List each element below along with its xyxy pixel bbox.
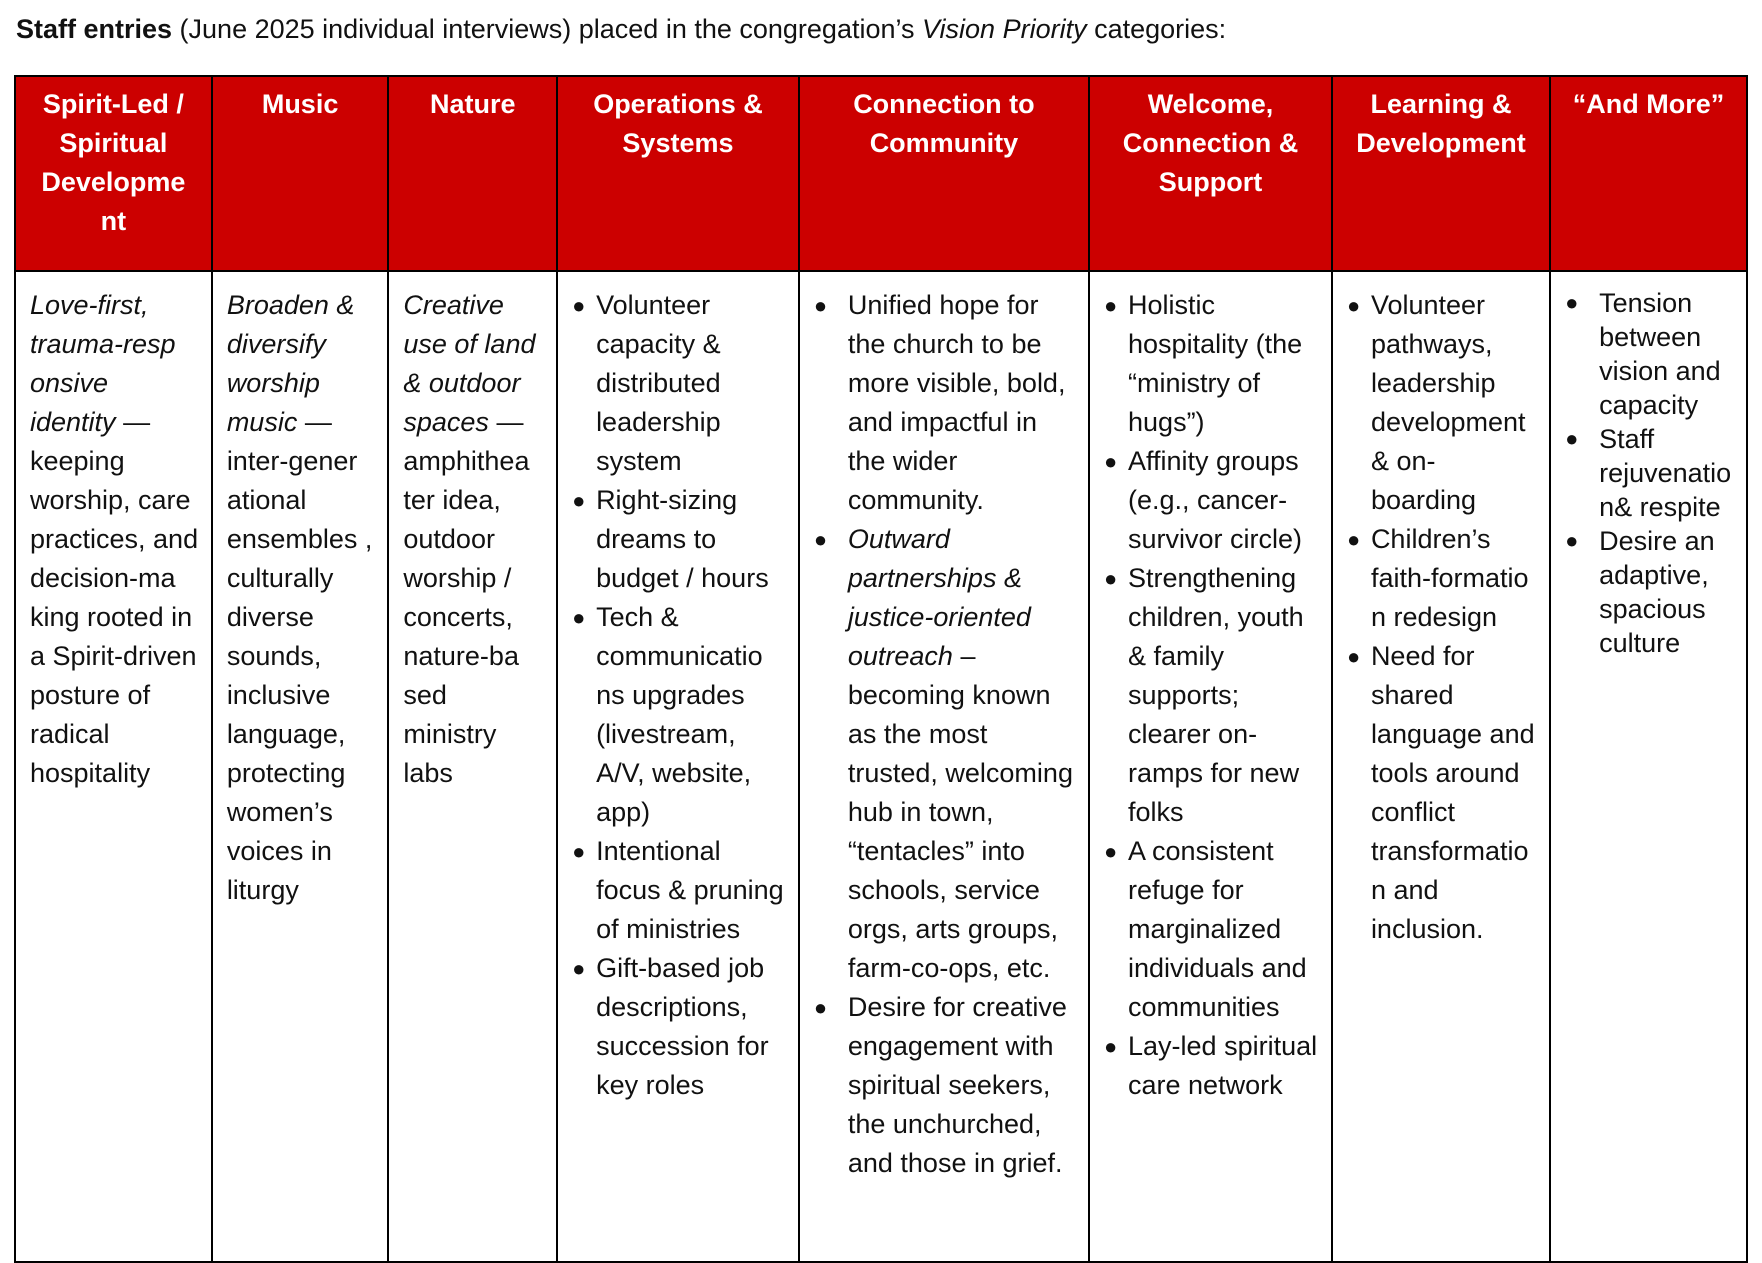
list-item-text: Staff rejuvenatio n& respite bbox=[1599, 424, 1732, 522]
list-item-text: Volunteer pathways, leadership development & on-boarding bbox=[1370, 290, 1526, 515]
bullet-icon: ● bbox=[813, 995, 828, 1020]
bullet-icon: ● bbox=[1104, 839, 1118, 864]
bullet-icon: ● bbox=[813, 527, 828, 552]
cell-spirit-led bbox=[15, 271, 212, 1262]
list-item bbox=[1565, 524, 1736, 660]
list-item-italic: Outward partnerships & justice-oriented outreach bbox=[847, 524, 1031, 671]
bullet-list bbox=[572, 286, 788, 1105]
list-item-text: – becoming known as the most trusted, welcoming hub in town, “tentacles” into schools, service orgs, arts groups, farm-co-ops, etc. bbox=[847, 641, 1073, 983]
bullet-list bbox=[1347, 286, 1539, 949]
bullet-icon: ● bbox=[572, 293, 586, 318]
list-item-text: Affinity groups (e.g., cancer-survivor circle) bbox=[1128, 446, 1303, 554]
bullet-icon: ● bbox=[572, 605, 586, 630]
list-item bbox=[1565, 286, 1736, 422]
list-item bbox=[1104, 559, 1321, 832]
list-item-text: Right-sizing dreams to budget / hours bbox=[596, 485, 769, 593]
cell-operations bbox=[557, 271, 799, 1262]
bullet-icon: ● bbox=[1565, 290, 1579, 315]
cell-text: — keeping worship, care practices, and decision-ma king rooted in a Spirit-driven posture of radical hospitality bbox=[30, 407, 199, 788]
list-item bbox=[814, 286, 1078, 520]
header-row bbox=[15, 76, 1747, 271]
cell-connection-community bbox=[799, 271, 1089, 1262]
cell-text: — inter-gener ational ensembles , culturally diverse sounds, inclusive language, protecting women’s voices in liturgy bbox=[226, 407, 373, 905]
list-item-text: Need for shared language and tools around conflict transformatio n and inclusion. bbox=[1370, 641, 1535, 944]
cell-italic: Love-first, trauma-resp onsive identity bbox=[30, 290, 176, 437]
list-item-text: Tension between vision and capacity bbox=[1599, 288, 1721, 420]
list-item bbox=[572, 598, 788, 832]
bullet-list bbox=[1104, 286, 1321, 1105]
intro-text-a: (June 2025 individual interviews) placed in the congregation’s bbox=[172, 14, 923, 44]
header-operations: Operations & Systems bbox=[557, 76, 799, 271]
list-item bbox=[1565, 422, 1736, 524]
bullet-list bbox=[1565, 286, 1736, 660]
cell-italic: Creative use of land & outdoor spaces bbox=[403, 290, 536, 437]
header-nature: Nature bbox=[388, 76, 557, 271]
bullet-icon: ● bbox=[1104, 293, 1118, 318]
list-item-text: Unified hope for the church to be more visible, bold, and impactful in the wider community. bbox=[847, 290, 1066, 515]
list-item bbox=[1347, 637, 1539, 949]
list-item bbox=[572, 832, 788, 949]
list-item bbox=[572, 286, 788, 481]
bullet-list bbox=[814, 286, 1078, 1183]
bullet-icon: ● bbox=[1346, 293, 1361, 318]
bullet-icon: ● bbox=[1346, 644, 1361, 669]
list-item-text: Gift-based job descriptions, succession for key roles bbox=[596, 953, 769, 1100]
cell-welcome bbox=[1089, 271, 1332, 1262]
bullet-icon: ● bbox=[572, 488, 586, 513]
header-spirit-led: Spirit-Led / Spiritual Developme nt bbox=[15, 76, 212, 271]
cell-and-more bbox=[1550, 271, 1747, 1262]
intro-text-b: categories: bbox=[1086, 14, 1227, 44]
bullet-icon: ● bbox=[1346, 527, 1361, 552]
list-item bbox=[572, 949, 788, 1105]
cell-italic: Broaden & diversify worship music bbox=[226, 290, 355, 437]
list-item-text: Desire an adaptive, spacious culture bbox=[1599, 526, 1715, 658]
bullet-icon: ● bbox=[1104, 1034, 1118, 1059]
cell-text: — amphithea ter idea, outdoor worship / concerts, nature-ba sed ministry labs bbox=[403, 407, 530, 788]
intro-italic: Vision Priority bbox=[922, 14, 1087, 44]
bullet-icon: ● bbox=[1104, 449, 1118, 474]
vision-priority-table bbox=[14, 75, 1748, 1263]
list-item bbox=[1104, 286, 1321, 442]
list-item bbox=[1347, 520, 1539, 637]
list-item bbox=[814, 988, 1078, 1183]
list-item-text: A consistent refuge for marginalized individuals and communities bbox=[1128, 836, 1307, 1022]
list-item-text: Intentional focus & pruning of ministries bbox=[596, 836, 784, 944]
list-item-text: Children’s faith-formatio n redesign bbox=[1370, 524, 1529, 632]
content-row bbox=[15, 271, 1747, 1262]
list-item bbox=[814, 520, 1078, 988]
cell-nature bbox=[388, 271, 557, 1262]
bullet-icon: ● bbox=[1565, 528, 1579, 553]
bullet-icon: ● bbox=[1104, 566, 1118, 591]
list-item bbox=[1104, 1027, 1321, 1105]
list-item-text: Lay-led spiritual care network bbox=[1128, 1031, 1318, 1100]
list-item bbox=[572, 481, 788, 598]
bullet-icon: ● bbox=[1565, 426, 1579, 451]
list-item bbox=[1104, 442, 1321, 559]
intro-line bbox=[16, 10, 1226, 48]
list-item bbox=[1104, 832, 1321, 1027]
list-item-text: Holistic hospitality (the “ministry of hugs”) bbox=[1128, 290, 1303, 437]
list-item-text: Volunteer capacity & distributed leadership system bbox=[596, 290, 721, 476]
intro-bold: Staff entries bbox=[16, 14, 173, 44]
bullet-icon: ● bbox=[572, 839, 586, 864]
cell-music bbox=[212, 271, 389, 1262]
list-item-text: Tech & communicatio ns upgrades (livestream, A/V, website, app) bbox=[596, 602, 763, 827]
list-item-text: Desire for creative engagement with spiritual seekers, the unchurched, and those in grief. bbox=[847, 992, 1067, 1178]
list-item bbox=[1347, 286, 1539, 520]
bullet-icon: ● bbox=[813, 293, 828, 318]
cell-learning bbox=[1332, 271, 1550, 1262]
header-learning: Learning & Development bbox=[1332, 76, 1550, 271]
bullet-icon: ● bbox=[572, 956, 586, 981]
header-and-more: “And More” bbox=[1550, 76, 1747, 271]
list-item-text: Strengthening children, youth & family supports; clearer on-ramps for new folks bbox=[1128, 563, 1304, 827]
header-music: Music bbox=[212, 76, 389, 271]
header-connection-community: Connection to Community bbox=[799, 76, 1089, 271]
header-welcome: Welcome, Connection & Support bbox=[1089, 76, 1332, 271]
